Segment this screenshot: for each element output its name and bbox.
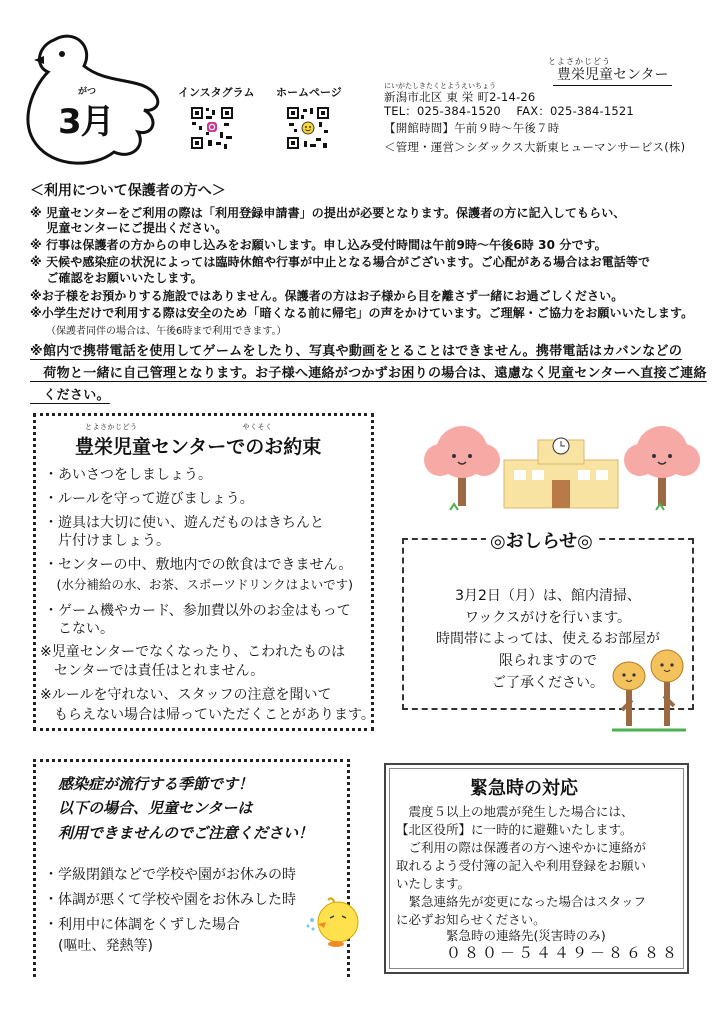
emergency-line: 取れるよう受付簿の記入や利用登録をお願い bbox=[396, 858, 647, 873]
month-ruby: がつ bbox=[78, 87, 97, 97]
emergency-line: 緊急連絡先が変更になった場合はスタッフ bbox=[396, 894, 647, 909]
phone-rule-line: ※館内で携帯電話を使用してゲームをしたり、写真や動画をとることはできません。携帯電話はカバンなどの bbox=[30, 344, 683, 359]
infection-heading: 以下の場合、児童センターは bbox=[58, 799, 253, 817]
promise-rule: ※児童センターでなくなったり、こわれたものは bbox=[40, 644, 346, 660]
promise-rule: もらえない場合は帰っていただくことがあります。 bbox=[40, 707, 375, 723]
emergency-line: 【北区役所】に一時的に避難いたします。 bbox=[396, 822, 633, 837]
announcement-line: 限られますので bbox=[499, 653, 597, 669]
infection-item: ・体調が悪くて学校や園をお休みした時 bbox=[44, 892, 296, 908]
school-building bbox=[504, 438, 618, 508]
infection-item: ・学級閉鎖などで学校や園がお休みの時 bbox=[44, 867, 296, 883]
notice-line: ※ 行事は保護者の方からの申し込みをお願いします。申し込み受付時間は午前9時～午後6時 30 分です。 bbox=[30, 238, 607, 252]
infection-heading: 感染症が流行する季節です！ bbox=[58, 775, 254, 793]
promise-rule: ・あいさつをしましょう。 bbox=[44, 467, 212, 483]
promise-rule: 片付けましょう。 bbox=[44, 533, 170, 549]
guardian-note: （保護者同伴の場合は、午後6時まで利用できます。） bbox=[46, 326, 287, 337]
right-tree bbox=[624, 426, 700, 506]
notice-line: ※ 天候や感染症の状況によっては臨時休館や行事が中止となる場合がございます。ご心配がある場合はお電話等で bbox=[30, 255, 651, 269]
opening-hours: 【開館時間】午前９時～午後７時 bbox=[384, 121, 560, 135]
promise-rule: ・ルールを守って遊びましょう。 bbox=[44, 491, 254, 507]
center-name-ruby: とよさかじどう bbox=[548, 57, 611, 66]
notice-line: ※お子様をお預かりする施設ではありません。保護者の方はお子様から目を離さず一緒にお過ごしください。 bbox=[30, 289, 624, 303]
emergency-line: に必ずお知らせください。 bbox=[396, 912, 546, 927]
announcement-line: 時間帯によっては、使えるお部屋が bbox=[436, 631, 660, 647]
instagram-label: インスタグラム bbox=[178, 86, 255, 99]
infection-heading: 利用できませんのでご注意ください！ bbox=[58, 824, 314, 842]
promise-rule: ※ルールを守れない、スタッフの注意を聞いて bbox=[40, 687, 332, 703]
emergency-line: ご利用の際は保護者の方へ速やかに連絡が bbox=[396, 840, 647, 855]
notice-line: ※ 児童センターをご利用の際は「利用登録申請書」の提出が必要となります。保護者の方に記入してもらい、 bbox=[30, 206, 626, 220]
infection-item: (嘔吐、発熱等) bbox=[44, 938, 153, 954]
notice-line: 児童センターにご提出ください。 bbox=[30, 221, 228, 235]
left-tree bbox=[424, 426, 500, 506]
sneezing-chick-illustration bbox=[306, 896, 364, 948]
homepage-label: ホームページ bbox=[276, 86, 342, 99]
promise-title: 豊栄児童センターでのお約束 bbox=[75, 436, 322, 458]
announcement-line: 3月2日（月）は、館内清掃、 bbox=[455, 588, 641, 604]
snack-characters-illustration bbox=[608, 640, 690, 736]
emergency-contact-label: 緊急時の連絡先(災害時のみ) bbox=[446, 928, 606, 943]
center-name: 豊栄児童センター bbox=[553, 64, 672, 86]
school-trees-illustration bbox=[420, 420, 710, 525]
emergency-title: 緊急時の対応 bbox=[470, 778, 578, 799]
promise-rule: こない。 bbox=[44, 621, 114, 637]
tel-fax: TEL：025-384-1520 FAX：025-384-1521 bbox=[384, 104, 634, 118]
emergency-line: 震度５以上の地震が発生した場合には、 bbox=[396, 804, 634, 819]
address: 新潟市北区 東 栄 町2-14-26 bbox=[384, 90, 536, 104]
address-ruby: にいがたしきたくとようえいちょう bbox=[384, 82, 496, 90]
phone-rule-line: 荷物と一緒に自己管理となります。お子様へ連絡がつかずお困りの場合は、遠慮なく児童センターへ直接ご連絡 bbox=[30, 366, 707, 381]
notice-line: ※小学生だけで利用する際は安全のため「暗くなる前に帰宅」の声をかけています。ご理解・ご協力をお願いいたします。 bbox=[30, 306, 694, 320]
emergency-line: いたします。 bbox=[396, 876, 471, 891]
promise-rule: センターでは責任はとれません。 bbox=[40, 663, 265, 679]
announcement-line: ご了承ください。 bbox=[492, 675, 604, 691]
notice-heading: ＜利用について保護者の方へ＞ bbox=[30, 183, 226, 199]
notice-line: ご確認をお願いいたします。 bbox=[30, 271, 203, 285]
infection-item: ・利用中に体調をくずした場合 bbox=[44, 917, 240, 933]
emergency-phone-number[interactable]: ０８０－５４４９－８６８８ bbox=[446, 944, 681, 962]
operator: ＜管理・運営＞シダックス大新東ヒューマンサービス(株) bbox=[384, 140, 686, 154]
promise-rule: (水分補給の水、お茶、スポーツドリンクはよいです) bbox=[44, 577, 354, 592]
promise-rule: ・ゲーム機やカード、参加費以外のお金はもって bbox=[44, 603, 351, 619]
instagram-qr-code[interactable] bbox=[190, 106, 234, 150]
announcement-line: ワックスがけを行います。 bbox=[464, 610, 632, 626]
announcement-title: ◎おしらせ◎ bbox=[486, 527, 597, 553]
promise-title-ruby: とよさかじどう やくそく bbox=[85, 423, 273, 431]
promise-rule: ・センターの中、敷地内での飲食はできません。 bbox=[44, 557, 353, 573]
phone-rule-line: ください。 bbox=[30, 388, 110, 403]
month-title: 3月 bbox=[58, 102, 114, 142]
homepage-qr-code[interactable] bbox=[286, 106, 330, 150]
promise-rule: ・遊具は大切に使い、遊んだものはきちんと bbox=[44, 515, 324, 531]
